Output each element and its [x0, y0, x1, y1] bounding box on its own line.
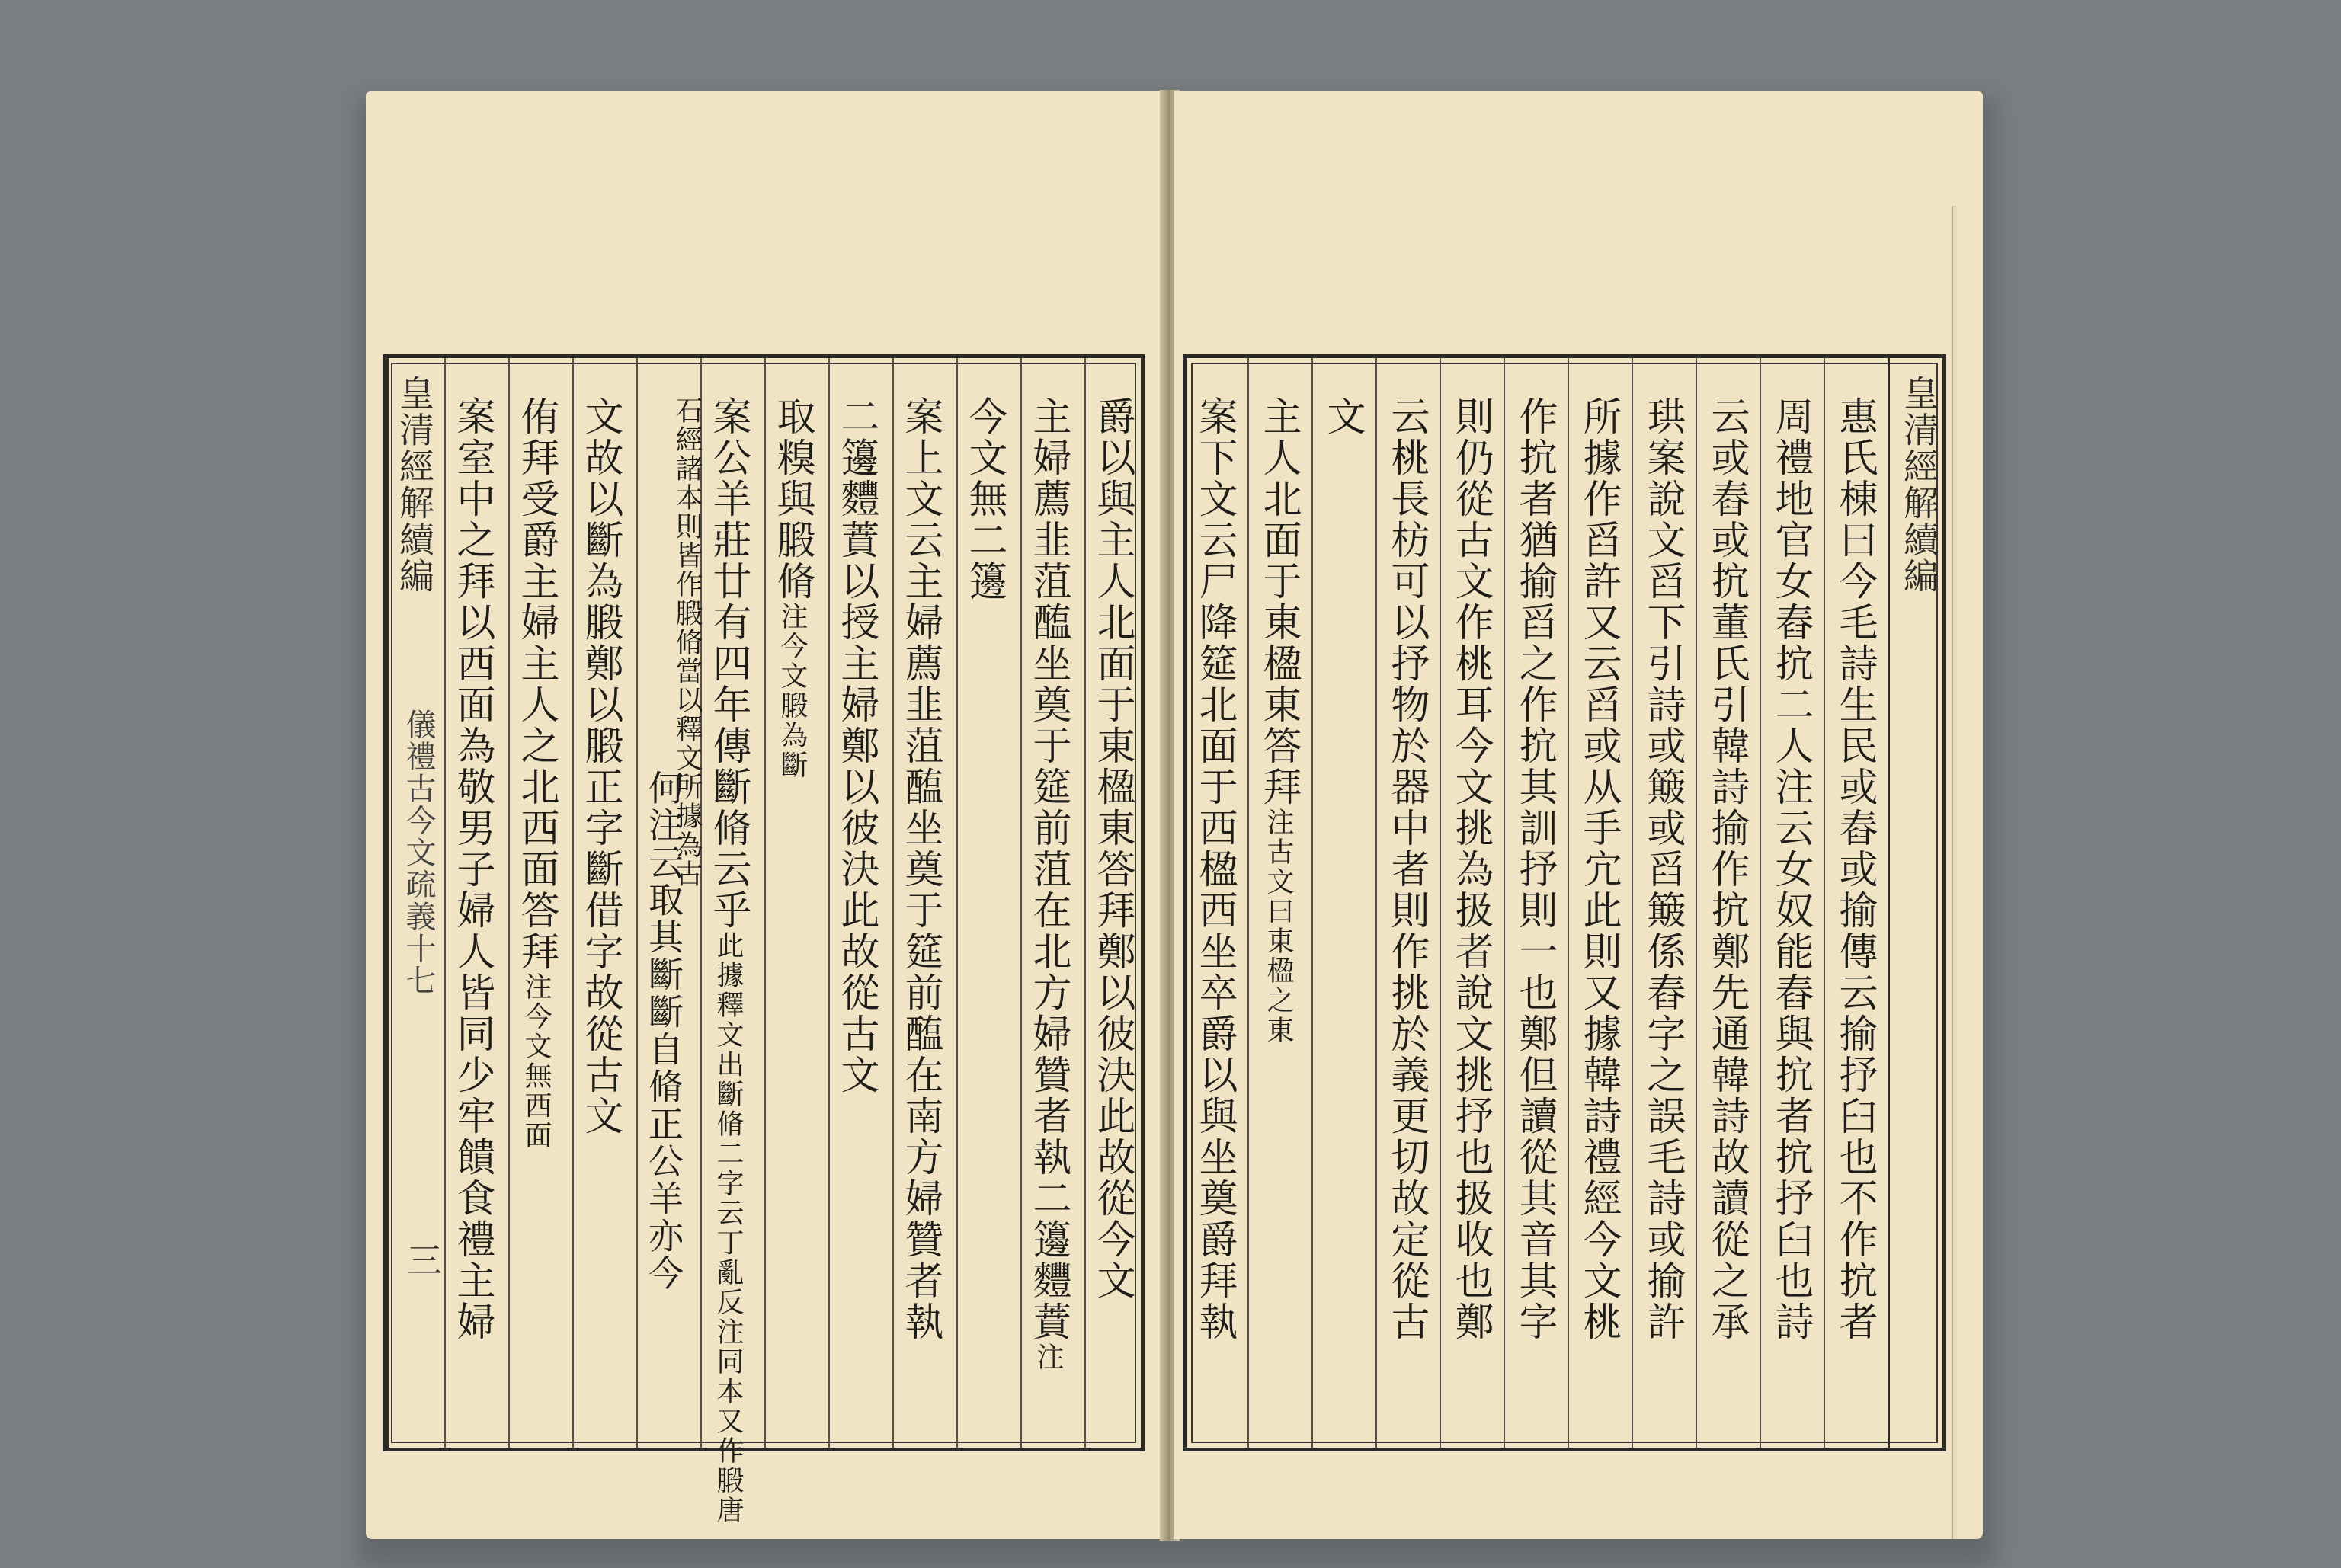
- text-column: 周禮地官女舂抭二人注云女奴能舂與抭者抭抒臼也詩: [1768, 396, 1813, 1342]
- annotation-column: 石經諸本則皆作腶脩當以釋文所據為古: [671, 396, 703, 888]
- column-rule: [1084, 358, 1086, 1448]
- text-column: 云桃長枋可以抒物於器中者則作挑於義更切故定從古: [1384, 396, 1429, 1342]
- text-column: 珙案說文舀下引詩或簸或舀簸係舂字之誤毛詩或揄許: [1640, 396, 1685, 1342]
- left-page: [366, 91, 1164, 1539]
- right-page: [1174, 91, 1983, 1539]
- frame-rule: [386, 358, 389, 1448]
- text-column: 惠氏棟曰今毛詩生民或舂或揄傳云揄抒臼也不作抭者: [1832, 396, 1877, 1342]
- column-rule: [1568, 358, 1569, 1448]
- text-column: 案下文云尸降筵北面于西楹西坐卒爵以與坐奠爵拜執: [1192, 396, 1237, 1342]
- column-rule: [892, 358, 894, 1448]
- column-rule: [1824, 358, 1825, 1448]
- left-text-frame: [383, 354, 1145, 1525]
- column-rule: [1696, 358, 1697, 1448]
- column-rule: [1760, 358, 1761, 1448]
- page-stack-edges: [1951, 206, 1957, 1539]
- text-column: 主婦薦韭菹醢坐奠于筵前菹在北方婦贊者執二籩麷蕡注: [1026, 396, 1071, 1372]
- text-column: 文故以斷為腶鄭以腶正字斷借字故從古文: [578, 396, 623, 1137]
- margin-title: 皇清經解續編: [1898, 375, 1939, 594]
- column-rule: [1247, 358, 1249, 1448]
- text-column: 取糗與腶脩注今文腶為斷: [770, 396, 815, 780]
- text-column: 今文無二籩: [962, 396, 1007, 602]
- margin-title: 皇清經解續編: [394, 375, 435, 594]
- column-rule: [1440, 358, 1441, 1448]
- text-column: 何注云取其斷斷自脩正公羊亦今: [643, 770, 684, 1292]
- text-column: 文: [1320, 396, 1365, 437]
- column-rule: [572, 358, 574, 1448]
- column-rule: [636, 358, 638, 1448]
- column-rule: [1020, 358, 1022, 1448]
- text-column: 作抭者猶揄舀之作抭其訓抒則一也鄭但讀從其音其字: [1512, 396, 1557, 1342]
- text-column: 云或舂或抭董氏引韓詩揄作抭鄭先通韓詩故讀從之承: [1704, 396, 1749, 1342]
- text-column: 主人北面于東楹東答拜注古文曰東楹之東: [1256, 396, 1301, 1045]
- text-column: 二籩麷蕡以授主婦鄭以彼決此故從古文: [834, 396, 879, 1096]
- right-text-frame: [1183, 354, 1946, 1451]
- text-column: 案公羊莊廿有四年傳斷脩云乎此據釋文出斷脩二字云丁亂反注同本又作腶唐: [706, 396, 751, 1525]
- column-rule: [764, 358, 766, 1448]
- frame-rule: [1888, 358, 1890, 1448]
- column-rule: [1504, 358, 1505, 1448]
- column-rule: [1311, 358, 1313, 1448]
- column-rule: [828, 358, 830, 1448]
- text-column: 案上文云主婦薦韭菹醢坐奠于筵前醢在南方婦贊者執: [898, 396, 943, 1342]
- column-rule: [508, 358, 510, 1448]
- margin-subtitle: 儀禮古今文疏義十七: [401, 709, 436, 997]
- column-rule: [1375, 358, 1377, 1448]
- text-column: 案室中之拜以西面為敬男子婦人皆同少牢饋食禮主婦: [450, 396, 495, 1342]
- column-rule: [444, 358, 446, 1448]
- text-column: 則仍從古文作桃耳今文挑為扱者說文挑抒也扱收也鄭: [1448, 396, 1493, 1342]
- folio-number: 三: [402, 1242, 443, 1278]
- column-rule: [1632, 358, 1633, 1448]
- column-rule: [956, 358, 958, 1448]
- text-column: 侑拜受爵主婦主人之北西面答拜注今文無西面: [514, 396, 559, 1150]
- text-column: 所據作舀許又云舀或从手宂此則又據韓詩禮經今文桃: [1576, 396, 1621, 1342]
- text-column: 爵以與主人北面于東楹東答拜鄭以彼決此故從今文: [1090, 396, 1135, 1301]
